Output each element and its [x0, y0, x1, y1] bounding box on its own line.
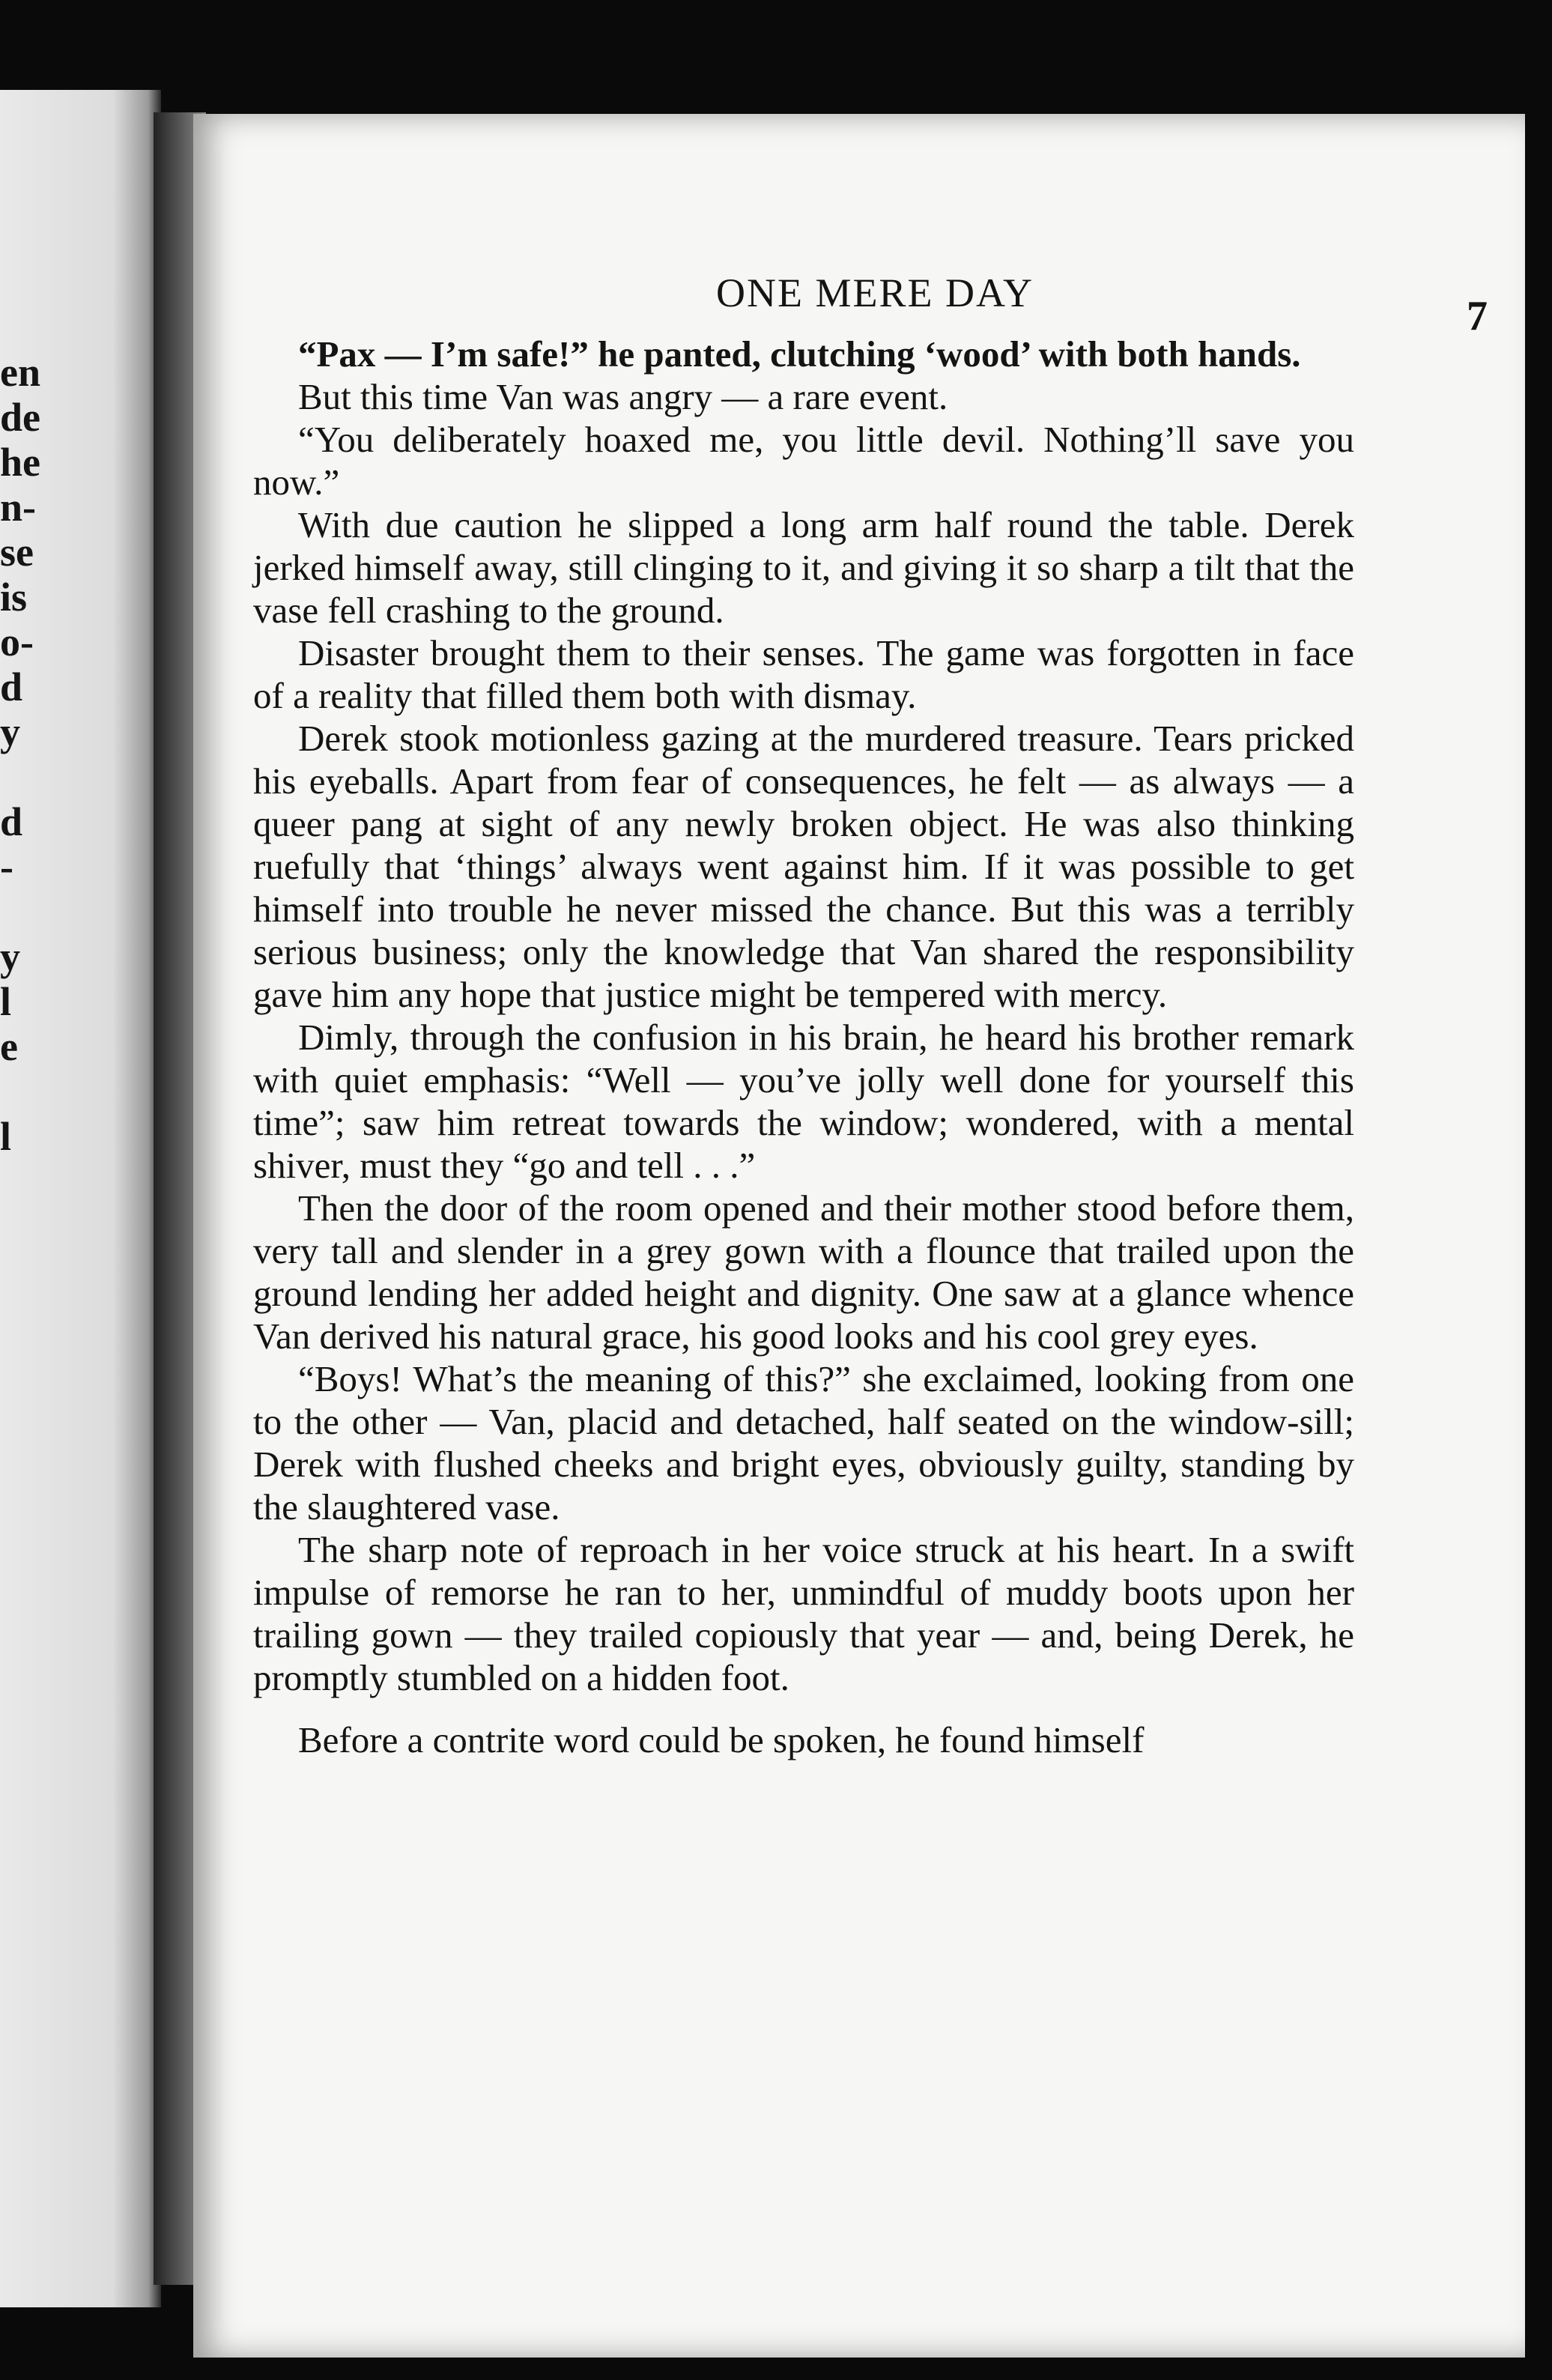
left-page-fragment: o- — [0, 620, 34, 664]
paragraph: Before a contrite word could be spoken, he found himself — [298, 1719, 1145, 1760]
paragraph: “Pax — I’m safe!” he panted, clutching ‘wood’ with both hands. — [298, 333, 1301, 375]
paragraph: Then the door of the room opened and their mother stood before them, very tall and slender in a grey gown with a flounce that trailed upon the ground lending her added height and dignity. One saw at a glance whence Van derived his natural grace, his good looks and his cool grey eyes. — [253, 1187, 1354, 1357]
left-page-fragment: n- — [0, 485, 37, 530]
book-page — [193, 114, 1527, 2358]
left-page-fragment: y — [0, 709, 20, 754]
body-text — [253, 333, 1354, 1761]
left-page-fragment: e — [0, 1024, 18, 1069]
left-page-fragment: d — [0, 664, 23, 709]
paragraph: But this time Van was angry — a rare event. — [298, 376, 948, 417]
paragraph: The sharp note of reproach in her voice struck at his heart. In a swift impulse of remorse he ran to her, unmindful of muddy boots upon her trailing gown — they trailed copiously that year — and, being Derek, he promptly stumbled on a hidden foot. — [253, 1529, 1354, 1698]
left-page-fragment: l — [0, 1114, 12, 1159]
left-page-fragment: de — [0, 395, 40, 440]
paragraph: Disaster brought them to their senses. The game was forgotten in face of a reality that filled them both with dismay. — [253, 632, 1354, 716]
left-page-fragment: y — [0, 934, 20, 979]
left-page-fragment: is — [0, 575, 28, 620]
paragraph: “Boys! What’s the meaning of this?” she exclaimed, looking from one to the other — Van, placid and detached, half seated on the window-sill; Derek with flushed cheeks and bright eyes, obviously guilty, standing by the slaughtered vase. — [253, 1358, 1354, 1527]
left-page-fragment: l — [0, 979, 12, 1024]
left-page-fragment: en — [0, 350, 40, 395]
left-page-fragment: d — [0, 799, 23, 844]
left-page-fragment: he — [0, 440, 40, 485]
paragraph: With due caution he slipped a long arm half round the table. Derek jerked himself away, still clinging to it, and giving it so sharp a tilt that the vase fell crashing to the ground. — [253, 504, 1354, 631]
left-page-fragment: se — [0, 530, 34, 575]
running-title: ONE MERE DAY — [715, 270, 1034, 315]
page-edge-shadow — [1525, 112, 1552, 2380]
paragraph: Derek stook motionless gazing at the murdered treasure. Tears pricked his eyeballs. Apart from fear of consequences, he felt — as always — a queer pang at sight of any newly broken object. He was also thinking ruefully that ‘things’ always went against him. If it was possible to get himself into trouble he never missed the chance. But this was a terribly serious business; only the knowledge that Van shared the responsibility gave him any hope that justice might be tempered with mercy. — [253, 718, 1354, 1015]
paragraph: “You deliberately hoaxed me, you little devil. Nothing’ll save you now.” — [253, 419, 1354, 503]
page-number: 7 — [1467, 293, 1488, 339]
paragraph: Dimly, through the confusion in his brain, he heard his brother remark with quiet emphasis: “Well — you’ve jolly well done for yourself this time”; saw him retreat towards the window; wondered, with a mental shiver, must they “go and tell . . .” — [253, 1017, 1354, 1186]
left-page-edge — [0, 90, 161, 2307]
left-page-fragment: - — [0, 844, 13, 889]
